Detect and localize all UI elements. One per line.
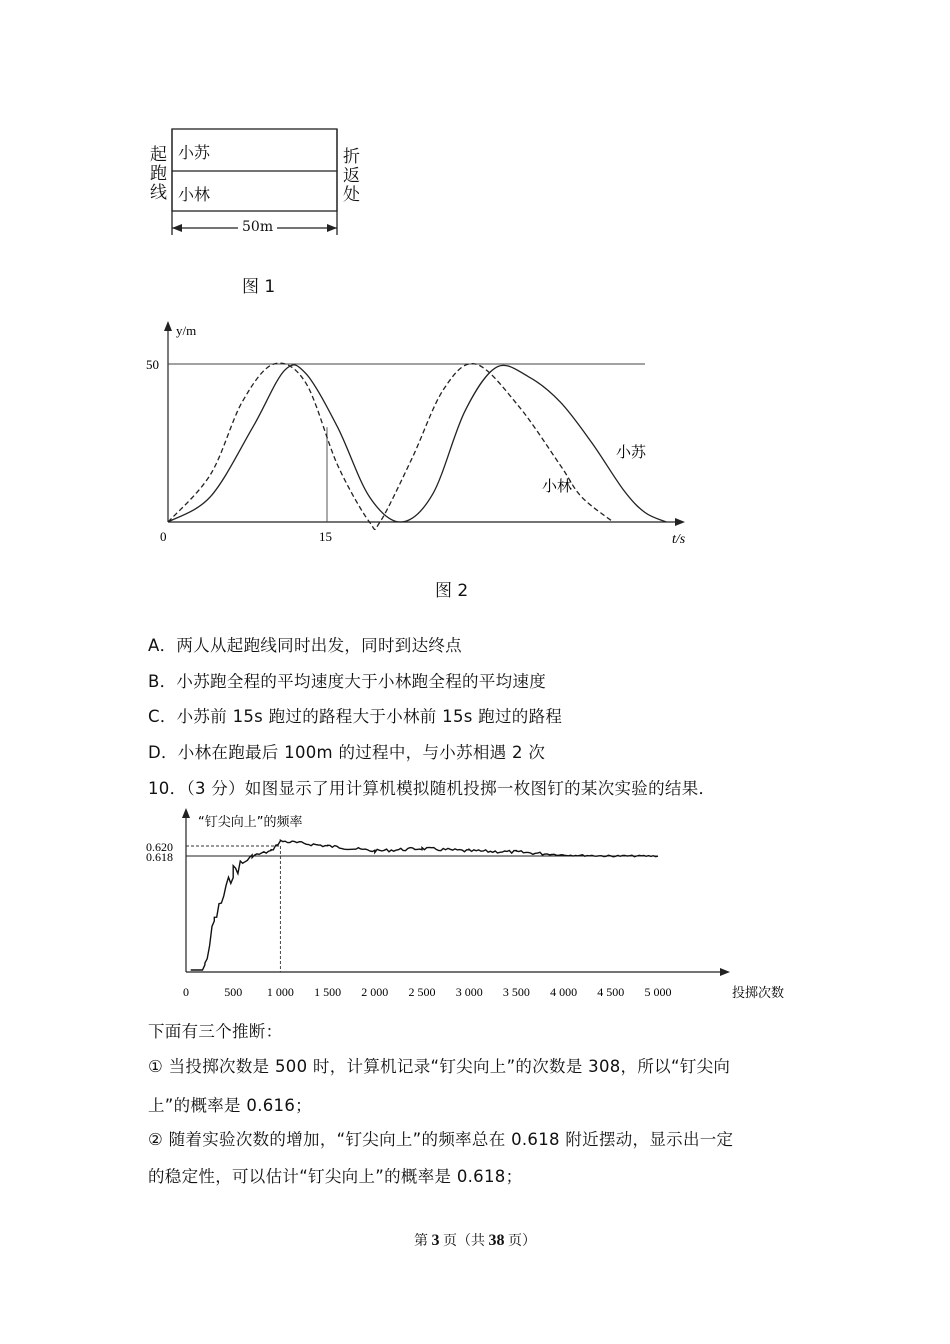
x-tick-label: 1 000 <box>266 985 294 999</box>
x-axis-arrow <box>720 968 730 976</box>
series-line-xiaosu <box>168 365 666 522</box>
frequency-curve <box>191 840 658 970</box>
start-line-label: 起跑线 <box>150 145 167 203</box>
x-tick-label: 2 000 <box>361 985 389 999</box>
x-axis-label: 投掷次数 <box>732 986 785 1001</box>
inference1-line2: 上”的概率是 0.616； <box>148 1096 312 1115</box>
y-axis-arrow <box>182 808 190 818</box>
x-tick-label: 0 <box>183 985 189 999</box>
inference2-line1: ② 随着实验次数的增加，“钉尖向上”的频率总在 0.618 附近摆动，显示出一定 <box>148 1130 734 1149</box>
distance-label: 50m <box>238 219 277 235</box>
inference2-line2: 的稳定性，可以估计“钉尖向上”的概率是 0.618； <box>148 1167 523 1186</box>
x-axis-arrow <box>675 518 685 526</box>
y-axis-arrow <box>164 321 172 331</box>
question-10: 10．（3 分）如图显示了用计算机模拟随机投掷一枚图钉的某次实验的结果． <box>148 779 716 798</box>
inferences-intro: 下面有三个推断： <box>148 1022 283 1041</box>
y-tick-label-0618: 0.618 <box>146 850 173 864</box>
y-axis-label: y/m <box>176 323 197 338</box>
turn-point-label: 折返处 <box>343 147 360 205</box>
x-tick-label: 2 500 <box>408 985 436 999</box>
page-footer: 第 3 页（共 38 页） <box>414 1232 536 1249</box>
lane-bottom-label: 小林 <box>178 185 211 204</box>
series-label-xiaolin: 小林 <box>542 477 573 495</box>
x-tick-label: 5 000 <box>644 985 672 999</box>
figure1-caption: 图 1 <box>242 277 276 297</box>
series-label-xiaosu: 小苏 <box>616 443 647 461</box>
x-tick-label: 500 <box>224 985 243 999</box>
x-axis-label: t/s <box>672 532 686 547</box>
figure2-chart <box>140 315 700 555</box>
figure3-chart <box>140 806 785 1006</box>
figure2-caption: 图 2 <box>435 581 469 601</box>
option-c[interactable]: C．小苏前 15s 跑过的路程大于小林前 15s 跑过的路程 <box>148 707 563 726</box>
option-d[interactable]: D．小林在跑最后 100m 的过程中，与小苏相遇 2 次 <box>148 743 546 762</box>
series-line-xiaolin <box>168 363 613 529</box>
page-total: 38 <box>488 1232 505 1249</box>
x-tick-label: 4 000 <box>550 985 578 999</box>
x-tick-label: 3 000 <box>455 985 483 999</box>
page-number: 3 <box>431 1232 440 1249</box>
x-tick-label-15: 15 <box>319 529 332 544</box>
lane-top-label: 小苏 <box>178 143 211 162</box>
option-a[interactable]: A．两人从起跑线同时出发，同时到达终点 <box>148 636 462 655</box>
inference1-line1: ① 当投掷次数是 500 时，计算机记录“钉尖向上”的次数是 308，所以“钉尖向 <box>148 1057 731 1076</box>
x-tick-label-0: 0 <box>160 529 167 544</box>
y-tick-label: 50 <box>146 357 159 372</box>
y-tick-label-0620: 0.620 <box>146 840 173 854</box>
x-tick-label: 4 500 <box>597 985 625 999</box>
x-tick-label: 3 500 <box>502 985 530 999</box>
option-b[interactable]: B．小苏跑全程的平均速度大于小林跑全程的平均速度 <box>148 672 547 691</box>
x-tick-label: 1 500 <box>314 985 342 999</box>
y-axis-label: “钉尖向上”的频率 <box>198 815 303 830</box>
